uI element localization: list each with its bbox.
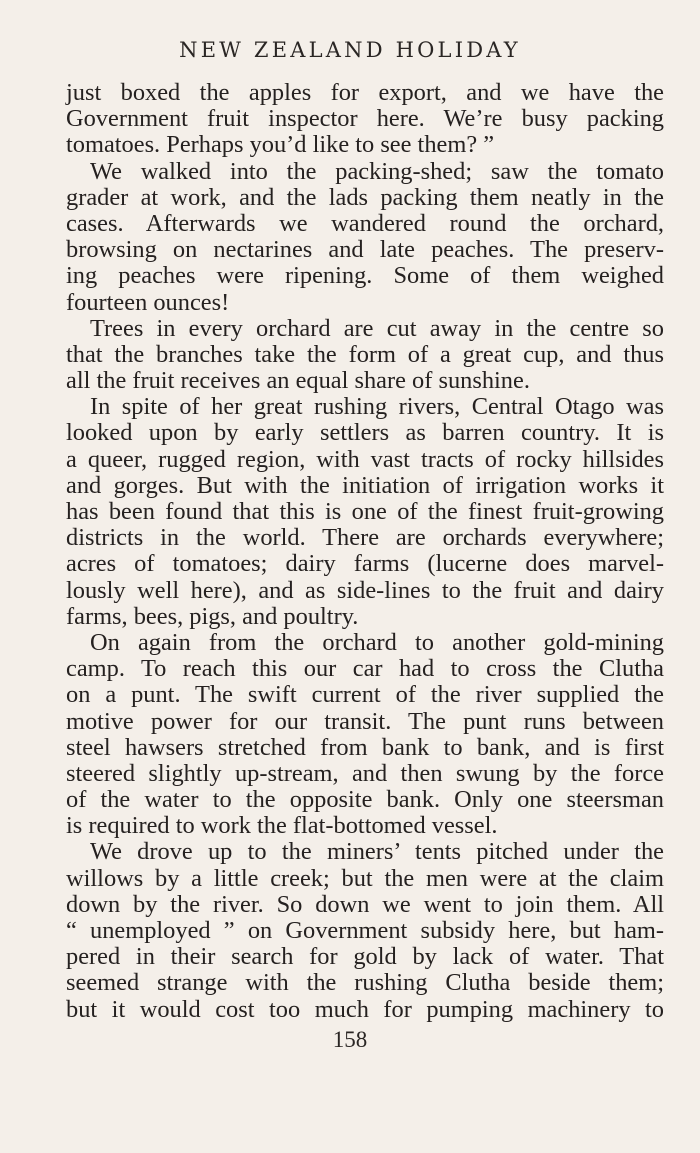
text-line: of the water to the opposite bank. Only one steersman: [66, 786, 664, 814]
running-head: NEW ZEALAND HOLIDAY: [179, 38, 521, 62]
text-line: steered slightly up-stream, and then swung by the force: [66, 759, 664, 787]
text-line: fourteen ounces!: [66, 288, 230, 316]
text-line: that the branches take the form of a great cup, and thus: [66, 340, 664, 368]
text-line: and gorges. But with the initiation of irrigation works it: [66, 471, 664, 499]
text-line: Trees in every orchard are cut away in the centre so: [90, 314, 664, 342]
text-line: “ unemployed ” on Government subsidy here, but ham-: [66, 917, 664, 944]
text-line: farms, bees, pigs, and poultry.: [66, 602, 359, 630]
text-line: We walked into the packing-shed; saw the tomato: [90, 157, 664, 185]
text-line: acres of tomatoes; dairy farms (lucerne does marvel-: [66, 550, 664, 578]
text-line: steel hawsers stretched from bank to bank, and is first: [66, 733, 664, 761]
body-text: [66, 80, 664, 1023]
text-line: willows by a little creek; but the men were at the claim: [66, 864, 664, 892]
text-line: a queer, rugged region, with vast tracts of rocky hillsides: [66, 445, 664, 473]
text-line: districts in the world. There are orchards everywhere;: [66, 524, 664, 552]
text-line: camp. To reach this our car had to cross the Clutha: [66, 655, 664, 683]
text-line: motive power for our transit. The punt runs between: [66, 707, 664, 735]
text-line: just boxed the apples for export, and we have the: [66, 79, 664, 106]
text-line: On again from the orchard to another gold-mining: [90, 628, 664, 656]
text-line: on a punt. The swift current of the river supplied the: [66, 681, 664, 709]
text-line: We drove up to the miners’ tents pitched under the: [90, 838, 664, 866]
text-line: browsing on nectarines and late peaches. The preserv-: [66, 236, 664, 264]
text-line: has been found that this is one of the finest fruit-growing: [66, 498, 664, 525]
text-line: looked upon by early settlers as barren country. It is: [66, 419, 664, 447]
text-line: seemed strange with the rushing Clutha beside them;: [66, 969, 664, 997]
page-number: 158: [332, 1027, 368, 1052]
text-line: Government fruit inspector here. We’re busy packing: [66, 105, 664, 133]
text-line: cases. Afterwards we wandered round the orchard,: [66, 209, 664, 237]
text-line: all the fruit receives an equal share of sunshine.: [66, 367, 530, 395]
text-line: grader at work, and the lads packing them neatly in the: [66, 183, 664, 211]
text-line: but it would cost too much for pumping machinery to: [66, 995, 664, 1023]
text-line: lously well here), and as side-lines to the fruit and dairy: [66, 576, 664, 604]
text-line: In spite of her great rushing rivers, Central Otago was: [90, 393, 664, 421]
text-line: down by the river. So down we went to join them. All: [66, 890, 664, 918]
text-line: tomatoes. Perhaps you’d like to see them? ”: [66, 131, 495, 159]
text-line: ing peaches were ripening. Some of them weighed: [66, 262, 664, 290]
text-line: is required to work the flat-bottomed vessel.: [66, 812, 498, 840]
text-line: pered in their search for gold by lack of water. That: [66, 943, 664, 971]
